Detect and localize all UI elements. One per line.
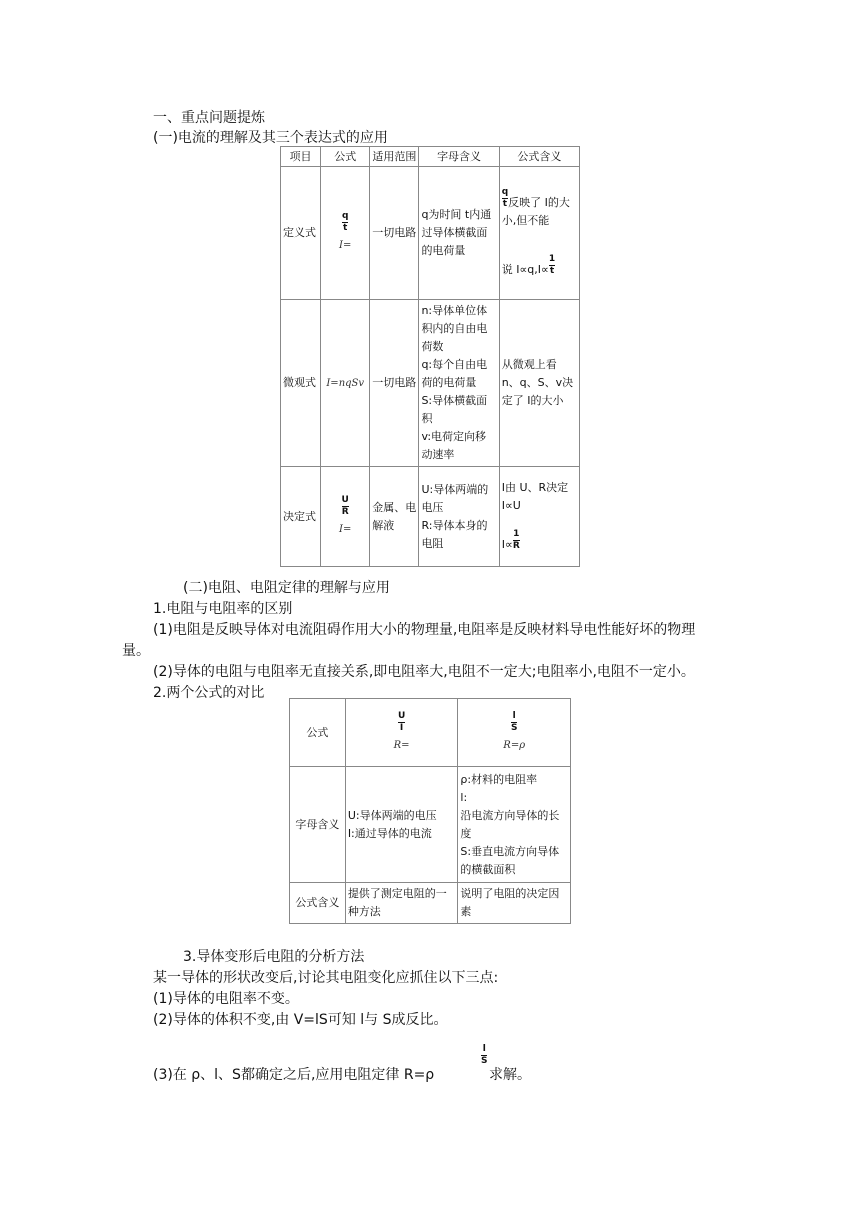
meaning-cell: 提供了测定电阻的一种方法 <box>345 883 458 924</box>
fraction <box>342 211 348 234</box>
header-meaning: 公式含义 <box>499 147 579 167</box>
fraction <box>549 254 555 277</box>
frac-den: S <box>510 722 518 733</box>
letter-line: I:通过导体的电流 <box>347 826 432 840</box>
meaning-line: I∝U <box>501 499 521 512</box>
row-name: 决定式 <box>281 467 321 567</box>
letter-line: S:导体横截面积 <box>421 394 488 425</box>
frac-den: I <box>399 722 404 733</box>
header-formula: 公式 <box>321 147 370 167</box>
row-letters <box>419 467 499 567</box>
row-scope: 金属、电解液 <box>370 467 419 567</box>
row-label: 公式 <box>290 699 346 767</box>
frac-num: U <box>397 710 406 721</box>
frac-num: U <box>341 494 349 505</box>
formula-prefix: R= <box>393 739 410 751</box>
letters-cell <box>345 767 458 883</box>
letters-text: q为时间 t内通过导体横截面的电荷量 <box>421 208 492 257</box>
resistance-formulas-table <box>289 698 571 924</box>
row-formula <box>321 167 370 300</box>
header-scope: 适用范围 <box>370 147 419 167</box>
meaning-line: I∝ <box>501 538 513 551</box>
letter-line: ρ:材料的电阻率 <box>460 772 538 786</box>
table-row <box>290 767 571 883</box>
letter-line: v:电荷定向移动速率 <box>421 430 487 461</box>
letter-line: l: <box>460 790 468 804</box>
fraction <box>398 711 405 734</box>
formula-text: I=nqSv <box>326 377 365 389</box>
table-row <box>290 883 571 924</box>
table-row <box>281 467 580 567</box>
frac-num: q <box>501 187 509 197</box>
table-header-row <box>281 147 580 167</box>
meaning-text-2: 说 I∝q,I∝ <box>501 263 549 276</box>
row-meaning <box>499 467 579 567</box>
paragraph-text: (3)在 ρ、l、S都确定之后,应用电阻定律 R=ρ <box>153 1067 435 1083</box>
letter-line: U:导体两端的电压 <box>347 808 437 822</box>
letter-line: U:导体两端的电压 <box>421 482 489 514</box>
frac-num: l <box>482 1044 486 1054</box>
formula-prefix: I= <box>339 523 352 535</box>
row-letters <box>419 300 499 467</box>
row-letters <box>419 167 499 300</box>
frac-den: R <box>512 541 520 551</box>
letter-line: q:每个自由电荷的电荷量 <box>421 358 488 389</box>
frac-num: q <box>341 211 349 221</box>
letter-line: S:垂直电流方向导体的横截面积 <box>460 844 560 876</box>
letter-line: 沿电流方向导体的长度 <box>460 808 560 840</box>
frac-den: S <box>481 1056 488 1066</box>
item-title: 3.导体变形后电阻的分析方法 <box>183 949 365 965</box>
formula-prefix: R=ρ <box>503 739 526 751</box>
section-title: 一、重点问题提炼 <box>153 110 265 126</box>
row-formula <box>321 300 370 467</box>
paragraph: 某一导体的形状改变后,讨论其电阻变化应抓住以下三点: <box>153 970 499 986</box>
meaning-text: 反映了 I的大小,但不能 <box>501 196 570 227</box>
current-formulas-table <box>280 146 580 567</box>
row-name: 定义式 <box>281 167 321 300</box>
row-meaning: 从微观上看 n、q、S、v决定了 I的大小 <box>499 300 579 467</box>
row-scope: 一切电路 <box>370 167 419 300</box>
paragraph: (1)电阻是反映导体对电流阻碍作用大小的物理量,电阻率是反映材料导电性能好坏的物理 <box>153 622 696 638</box>
row-formula <box>321 467 370 567</box>
paragraph-continuation: 量。 <box>122 643 150 659</box>
row-label: 字母含义 <box>290 767 346 883</box>
fraction <box>513 529 520 552</box>
paragraph: (1)导体的电阻率不变。 <box>153 991 299 1007</box>
letter-line: n:导体单位体积内的自由电荷数 <box>421 304 488 353</box>
frac-den: t <box>502 199 508 209</box>
subsection-title-resistance: (二)电阻、电阻定律的理解与应用 <box>183 580 390 596</box>
frac-num: l <box>512 710 516 721</box>
header-item: 项目 <box>281 147 321 167</box>
row-name: 微观式 <box>281 300 321 467</box>
item-title: 2.两个公式的对比 <box>153 685 265 701</box>
paragraph-text: 求解。 <box>489 1067 531 1083</box>
table-row <box>290 699 571 767</box>
header-letters: 字母含义 <box>419 147 499 167</box>
paragraph: (2)导体的电阻与电阻率无直接关系,即电阻率大,电阻不一定大;电阻率小,电阻不一定小。 <box>153 664 695 680</box>
table-row <box>281 300 580 467</box>
formula-prefix: I= <box>339 240 352 251</box>
paragraph: (2)导体的体积不变,由 V=lS可知 l与 S成反比。 <box>153 1012 448 1028</box>
fraction <box>511 711 517 734</box>
row-label: 公式含义 <box>290 883 346 924</box>
formula-cell <box>345 699 458 767</box>
frac-den: t <box>343 223 348 233</box>
fraction <box>481 1044 487 1067</box>
letter-line: R:导体本身的电阻 <box>421 518 488 550</box>
frac-den: t <box>549 266 555 276</box>
letters-cell <box>458 767 571 883</box>
table-row <box>281 167 580 300</box>
formula-cell <box>458 699 571 767</box>
paragraph <box>153 1064 434 1084</box>
frac-num: 1 <box>548 254 556 264</box>
fraction <box>342 495 349 518</box>
meaning-line: I由 U、R决定 <box>501 481 569 494</box>
meaning-cell: 说明了电阻的决定因素 <box>458 883 571 924</box>
row-meaning <box>499 167 579 300</box>
frac-num: 1 <box>513 529 520 539</box>
row-scope: 一切电路 <box>370 300 419 467</box>
item-title: 1.电阻与电阻率的区别 <box>153 601 293 617</box>
subsection-title-current: (一)电流的理解及其三个表达式的应用 <box>153 130 388 146</box>
frac-den: R <box>341 506 349 517</box>
